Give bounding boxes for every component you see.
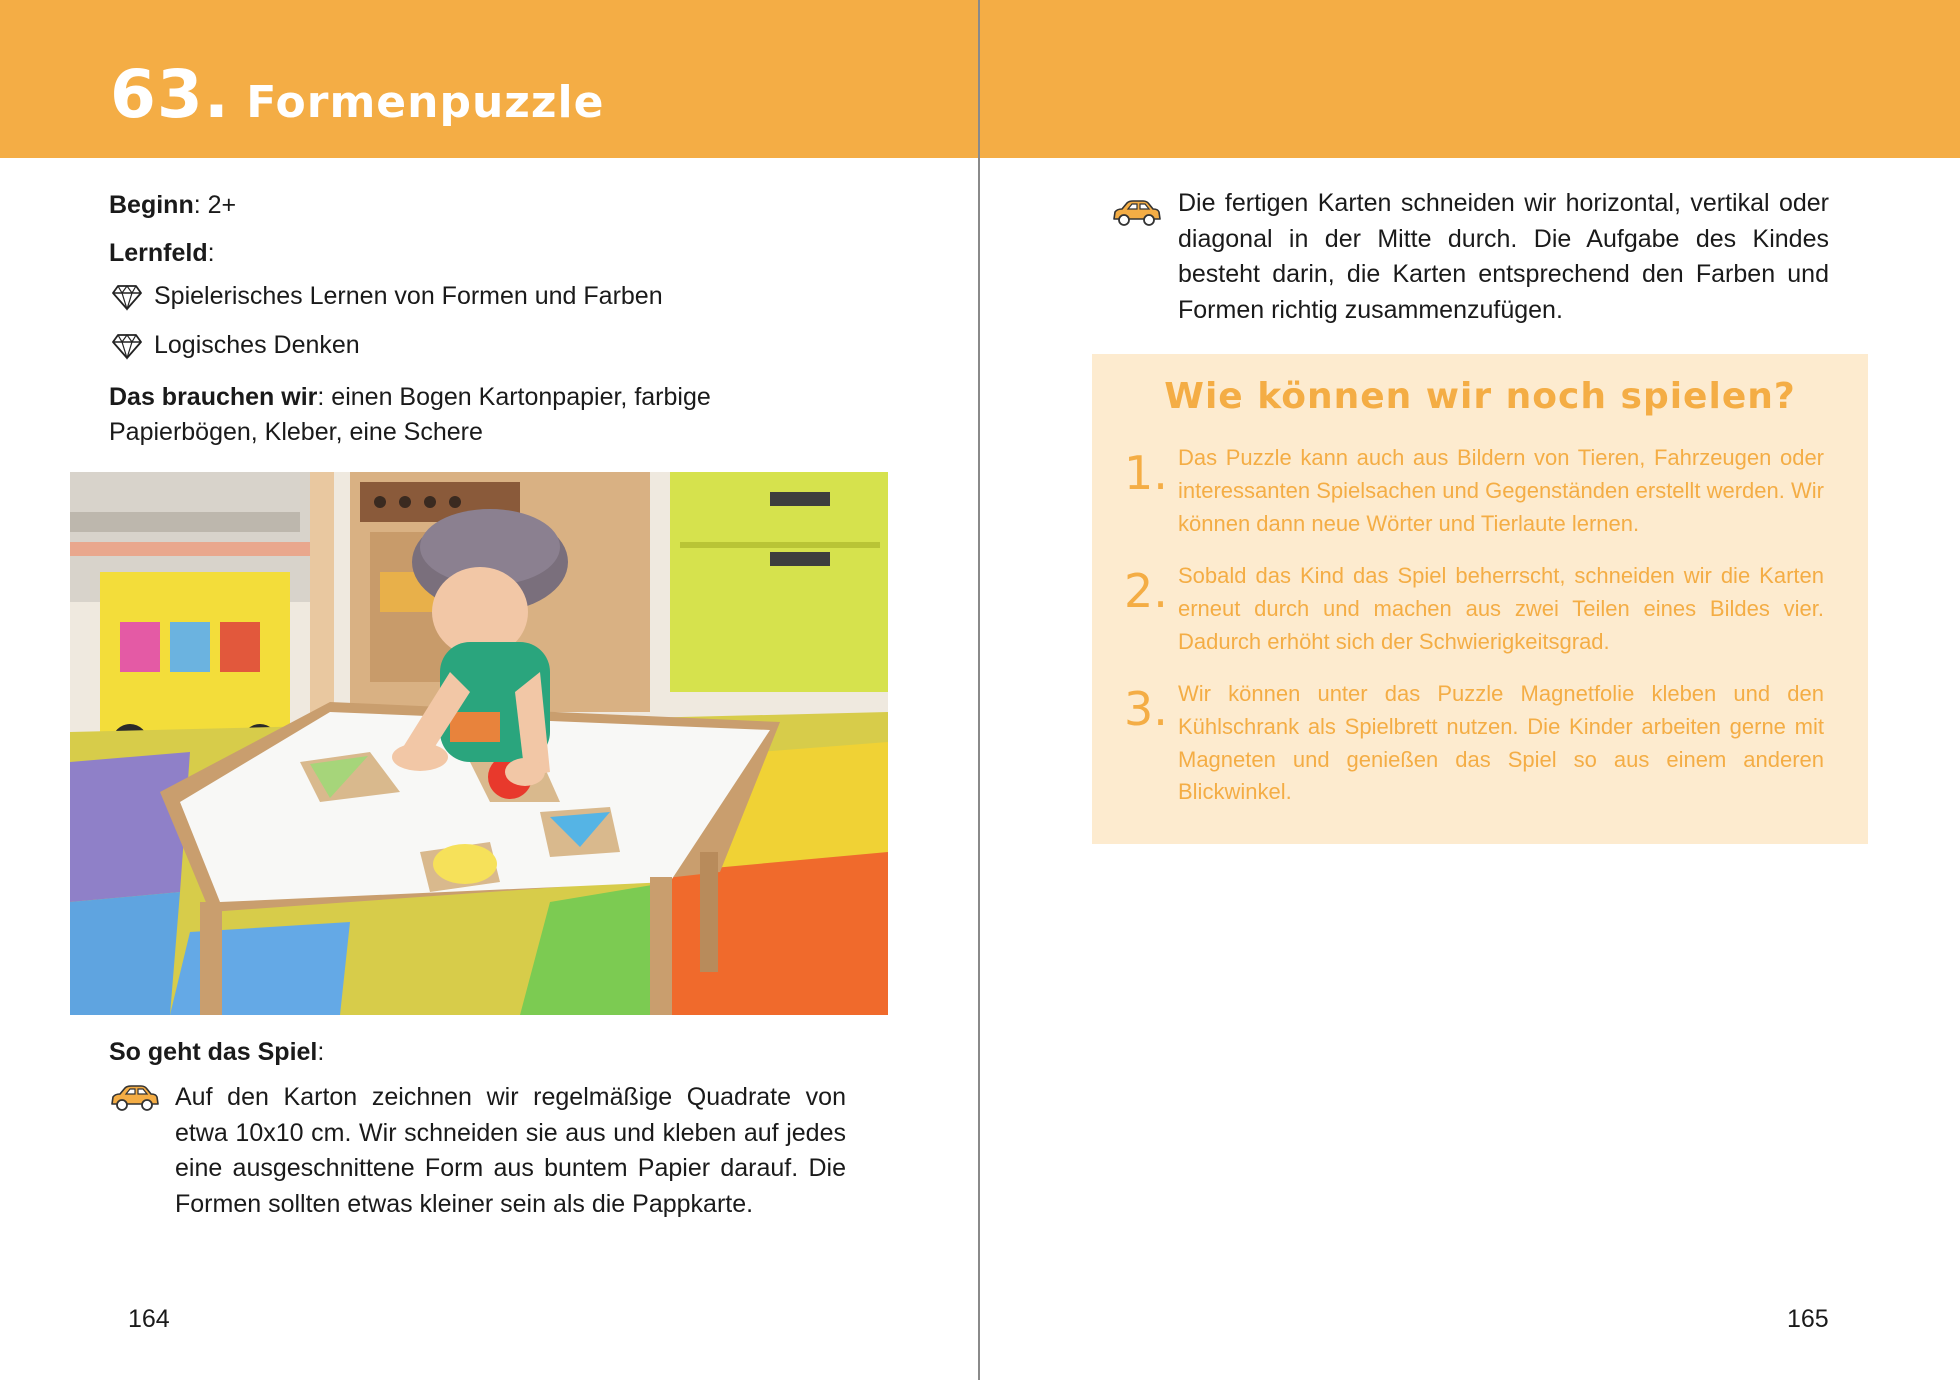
car-icon	[108, 1083, 160, 1113]
right-page	[980, 158, 1960, 1380]
tips-box	[1092, 354, 1868, 844]
car-icon	[1110, 198, 1162, 228]
photo-illustration	[70, 472, 888, 1015]
chapter-title-text: Formenpuzzle	[246, 77, 605, 128]
beginn-value: : 2+	[193, 191, 237, 219]
lernfeld-item	[112, 279, 663, 314]
step-text: Die fertigen Karten schneiden wir horizontal, vertikal oder diagonal in der Mitte durch. Die Aufgabe des Kindes besteht darin, die Karten entsprechend den Farben und Formen richtig zusammenzufügen.	[1178, 189, 1829, 324]
diamond-icon	[112, 283, 142, 311]
howto-suffix: :	[317, 1038, 325, 1066]
materials-field	[109, 380, 829, 450]
howto-field	[109, 1035, 324, 1070]
diamond-icon	[112, 332, 142, 360]
howto-label: So geht das Spiel	[109, 1038, 318, 1066]
materials-line1: : einen Bogen Kartonpapier, farbige	[317, 383, 711, 411]
tip-number: 1.	[1124, 446, 1168, 500]
photo-child-shape-puzzle	[70, 472, 888, 1015]
materials-line2: Papierbögen, Kleber, eine Schere	[109, 418, 483, 446]
lernfeld-item-text: Logisches Denken	[154, 331, 360, 359]
beginn-field	[109, 188, 236, 223]
beginn-label: Beginn	[109, 191, 194, 219]
tip-text: Das Puzzle kann auch aus Bildern von Tieren, Fahrzeugen oder interessanten Spielsachen und Gegenständen erstellt werden. Wir können dann neue Wörter und Tierlaute lernen.	[1178, 445, 1824, 536]
chapter-number: 63.	[110, 56, 230, 133]
page-number-left: 164	[128, 1305, 170, 1333]
tip-text: Wir können unter das Puzzle Magnetfolie kleben und den Kühlschrank als Spielbrett nutzen. Die Kinder arbeiten gerne mit Magneten und genießen das Spiel so aus einem anderen Blickwinkel.	[1178, 681, 1824, 805]
tip-text: Sobald das Kind das Spiel beherrscht, schneiden wir die Karten erneut durch und machen aus zwei Teilen eines Bildes vier. Dadurch erhöht sich der Schwierigkeitsgrad.	[1178, 563, 1824, 654]
lernfeld-item-text: Spielerisches Lernen von Formen und Farben	[154, 282, 663, 310]
howto-text: Auf den Karton zeichnen wir regelmäßige Quadrate von etwa 10x10 cm. Wir schneiden sie aus und kleben auf jedes eine ausgeschnittene Form aus buntem Papier darauf. Die Formen sollten etwas kleiner sein als die Pappkarte.	[175, 1083, 846, 1218]
lernfeld-field	[109, 236, 215, 271]
lernfeld-suffix: :	[207, 239, 215, 267]
lernfeld-item	[112, 328, 360, 363]
tips-title: Wie können wir noch spielen?	[1164, 376, 1796, 417]
lernfeld-label: Lernfeld	[109, 239, 208, 267]
chapter-title	[110, 40, 604, 158]
materials-label: Das brauchen wir	[109, 383, 318, 411]
tip-number: 3.	[1124, 682, 1168, 736]
left-page	[0, 158, 978, 1380]
page-number-right: 165	[1787, 1305, 1829, 1333]
tip-number: 2.	[1124, 564, 1168, 618]
